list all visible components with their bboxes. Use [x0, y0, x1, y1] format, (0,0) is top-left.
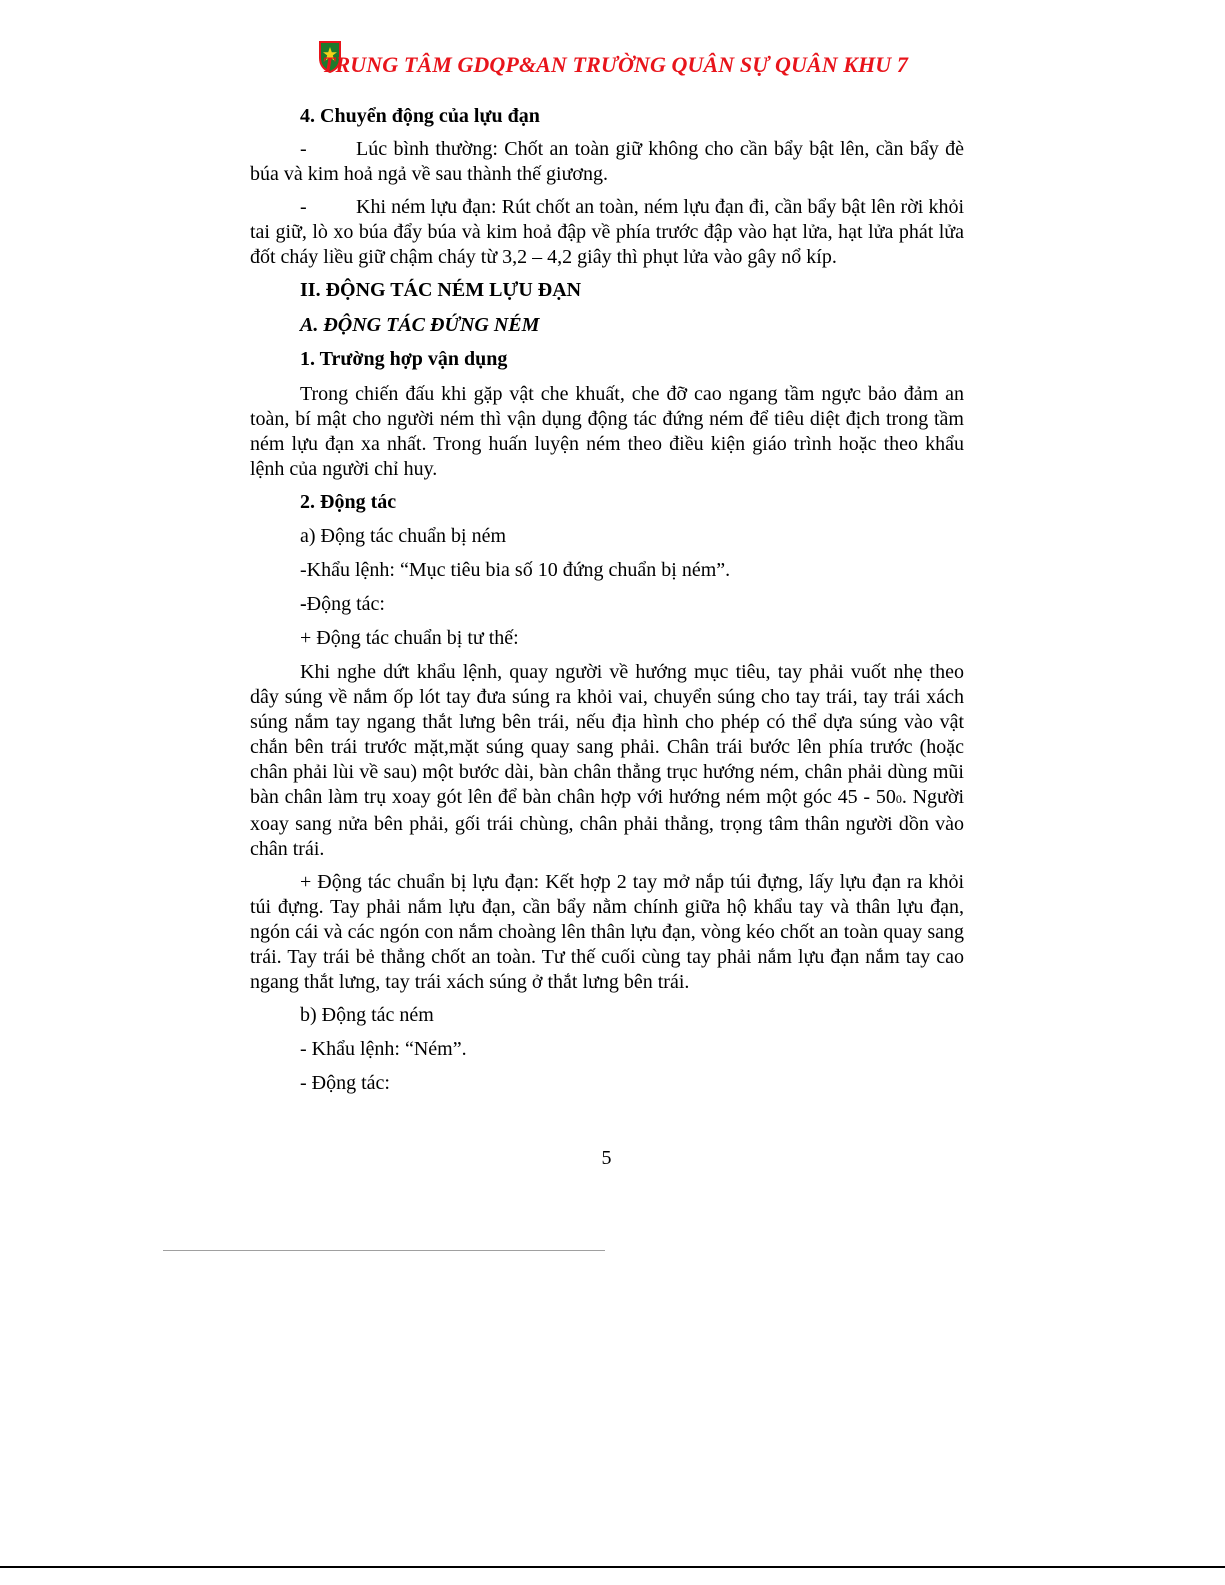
page-bottom-border — [0, 1566, 1225, 1568]
paragraph: - Khẩu lệnh: “Ném”. — [300, 1038, 467, 1060]
paragraph: Trong chiến đấu khi gặp vật che khuất, che đỡ cao ngang tầm ngực bảo đảm an toàn, bí mật cho người ném thì vận dụng động tác đứng ném để tiêu diệt địch trong tầm ném lựu đạn xa nhất. Trong huấn luyện ném theo điều kiện giáo trình hoặc theo khẩu lệnh của người chỉ huy. — [250, 383, 964, 480]
paragraph — [250, 592, 964, 617]
section-heading: II. ĐỘNG TÁC NÉM LỰU ĐẠN — [300, 279, 582, 301]
paragraph: - Động tác: — [300, 1072, 390, 1094]
section-heading: 1. Trường hợp vận dụng — [300, 348, 508, 370]
paragraph — [250, 137, 964, 187]
page-number: 5 — [601, 1147, 612, 1169]
list-dash: - — [300, 196, 307, 218]
document-body — [250, 104, 964, 1105]
section-heading: 4. Chuyển động của lựu đạn — [300, 105, 540, 127]
paragraph-text: . Người xoay sang nửa bên phải, gối trái chùng, chân phải thẳng, trọng tâm thân người dồn vào chân trái. — [250, 786, 965, 860]
section-heading: A. ĐỘNG TÁC ĐỨNG NÉM — [300, 314, 540, 336]
paragraph: + Động tác chuẩn bị tư thế: — [300, 627, 519, 649]
paragraph-text: Khi ném lựu đạn: Rút chốt an toàn, ném lựu đạn đi, cần bẩy bật lên rời khỏi tai giữ, lò xo búa đẩy búa và kim hoả đập về phía trước đập vào hạt lửa, hạt lửa phát lửa đốt cháy liều giữ chậm cháy từ 3,2 – 4,2 giây thì phụt lửa vào gây nổ kíp. — [250, 196, 964, 268]
paragraph: a) Động tác chuẩn bị ném — [300, 525, 507, 547]
paragraph — [250, 660, 964, 862]
footnote-separator — [163, 1250, 605, 1251]
paragraph-text: Động tác: — [306, 593, 385, 615]
paragraph: b) Động tác ném — [300, 1004, 434, 1026]
paragraph-text: Lúc bình thường: Chốt an toàn giữ không cho cần bẩy bật lên, cần bẩy đè búa và kim hoả ngả về sau thành thế giương. — [250, 138, 964, 185]
page-header — [318, 40, 918, 80]
paragraph: + Động tác chuẩn bị lựu đạn: Kết hợp 2 tay mở nắp túi đựng, lấy lựu đạn ra khỏi túi đựng. Tay phải nắm lựu đạn, cần bẩy nằm chính giữa hộ khẩu tay và thân lựu đạn, ngón cái và các ngón con nắm choàng lên thân lựu đạn, vòng kéo chốt an toàn quay sang trái. Tay trái bẻ thẳng chốt an toàn. Tư thế cuối cùng tay phải nắm lựu đạn nắm tay cao ngang thắt lưng, tay trái xách súng ở thắt lưng bên trái. — [250, 871, 964, 993]
header-title: TRUNG TÂM GDQP&AN TRƯỜNG QUÂN SỰ QUÂN KHU 7 — [322, 52, 908, 77]
paragraph — [250, 195, 964, 270]
paragraph: -Khẩu lệnh: “Mục tiêu bia số 10 đứng chuẩn bị ném”. — [300, 559, 731, 581]
degree-subscript: 0 — [895, 792, 902, 806]
paragraph-text: Khi nghe dứt khẩu lệnh, quay người về hướng mục tiêu, tay phải vuốt nhẹ theo dây súng về nắm ốp lót tay đưa súng ra khỏi vai, chuyển súng cho tay trái, tay trái xách súng nắm tay ngang thắt lưng bên trái, nếu địa hình cho phép có thể dựa súng vào vật chắn bên trái trước mặt,mặt súng quay sang phải. Chân trái bước lên phía trước (hoặc chân phải lùi về sau) một bước dài, bàn chân thẳng trục hướng ném, chân phải dùng mũi bàn chân làm trụ xoay gót lên để bàn chân hợp với hướng ném một góc 45 - 50 — [250, 661, 964, 808]
section-heading: 2. Động tác — [300, 491, 397, 513]
list-dash: - — [300, 138, 307, 160]
list-dash: - — [300, 593, 307, 615]
